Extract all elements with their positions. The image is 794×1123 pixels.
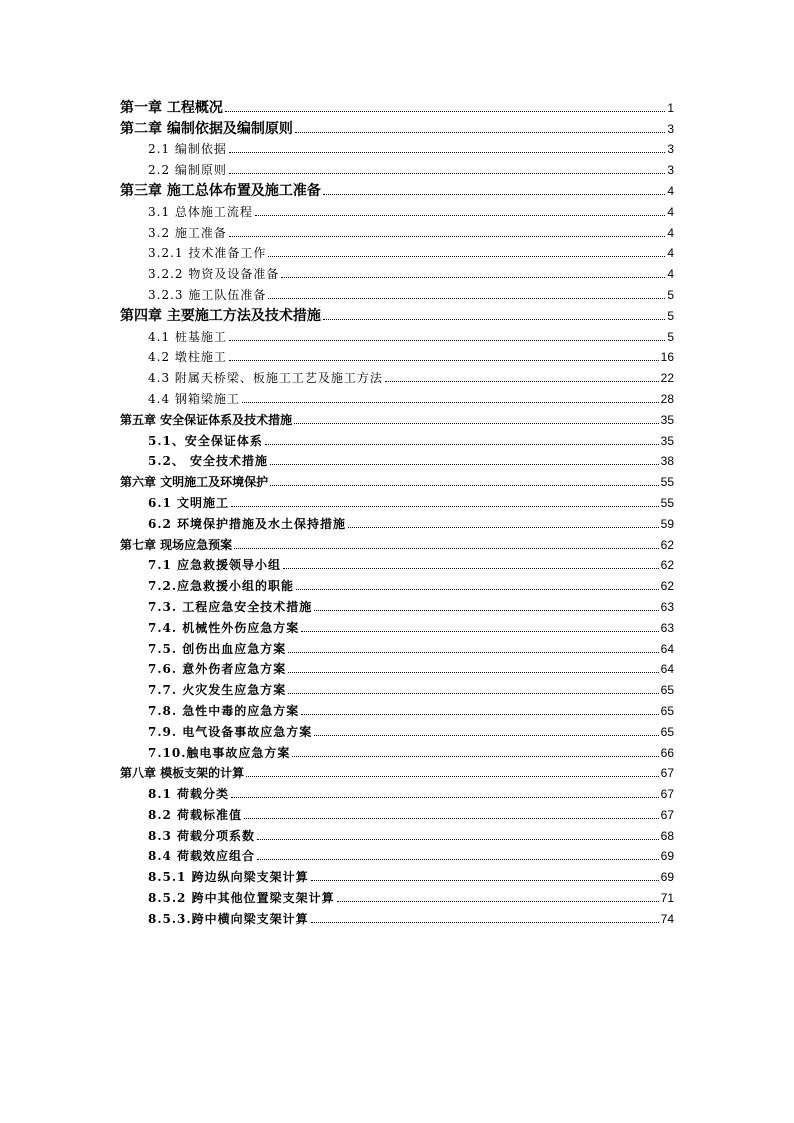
toc-entry[interactable] — [120, 699, 674, 720]
toc-entry-title: 第六章 文明施工及环境保护 — [120, 475, 269, 490]
toc-entry-page-number: 35 — [660, 433, 674, 448]
toc-entry-title: 4.2 墩柱施工 — [148, 350, 227, 365]
toc-entry-page-number: 55 — [660, 495, 674, 510]
toc-entry-page-number: 3 — [667, 142, 674, 157]
toc-entry-page-number: 68 — [660, 828, 674, 843]
toc-entry[interactable] — [120, 658, 674, 679]
toc-entry[interactable] — [120, 158, 674, 179]
toc-entry-title: 4.4 钢箱梁施工 — [148, 391, 240, 406]
toc-entry[interactable] — [120, 429, 674, 450]
toc-entry[interactable] — [120, 637, 674, 658]
toc-entry-page-number: 65 — [660, 703, 674, 718]
toc-entry[interactable] — [120, 242, 674, 263]
toc-entry-title: 3.2.3 施工队伍准备 — [148, 287, 267, 302]
toc-entry-page-number: 35 — [660, 412, 674, 427]
toc-entry[interactable] — [120, 824, 674, 845]
toc-entry-title: 第四章 主要施工方法及技术措施 — [120, 307, 321, 324]
toc-entry-page-number: 71 — [660, 891, 674, 906]
toc-entry-page-number: 62 — [660, 558, 674, 573]
toc-entry-title: 7.5. 创伤出血应急方案 — [148, 641, 287, 656]
toc-entry-title: 第七章 现场应急预案 — [120, 537, 233, 552]
toc-entry[interactable] — [120, 574, 674, 595]
toc-dot-leader — [246, 776, 658, 777]
toc-dot-leader — [301, 714, 658, 715]
toc-entry-title: 8.3 荷载分项系数 — [148, 828, 256, 843]
toc-dot-leader — [229, 340, 665, 341]
toc-entry[interactable] — [120, 262, 674, 283]
toc-entry-page-number: 5 — [667, 308, 674, 323]
toc-entry-page-number: 16 — [660, 350, 674, 365]
toc-entry-page-number: 63 — [660, 620, 674, 635]
toc-dot-leader — [257, 839, 659, 840]
toc-entry-page-number: 65 — [660, 683, 674, 698]
toc-entry-page-number: 4 — [667, 267, 674, 282]
toc-entry[interactable] — [120, 886, 674, 907]
toc-dot-leader — [385, 381, 659, 382]
toc-entry-page-number: 69 — [660, 870, 674, 885]
toc-entry[interactable] — [120, 221, 674, 242]
toc-entry[interactable] — [120, 304, 674, 325]
toc-dot-leader — [288, 672, 658, 673]
toc-entry-title: 第一章 工程概况 — [120, 99, 223, 116]
toc-entry-title: 7.8. 急性中毒的应急方案 — [148, 703, 300, 718]
toc-dot-leader — [265, 444, 659, 445]
toc-entry[interactable] — [120, 387, 674, 408]
toc-entry[interactable] — [120, 782, 674, 803]
toc-entry[interactable] — [120, 96, 674, 117]
toc-entry-title: 3.2.2 物资及设备准备 — [148, 267, 280, 282]
toc-dot-leader — [244, 818, 659, 819]
toc-entry-page-number: 74 — [660, 911, 674, 926]
toc-dot-leader — [270, 485, 658, 486]
toc-entry-title: 8.5.2 跨中其他位置梁支架计算 — [148, 891, 335, 906]
toc-entry[interactable] — [120, 554, 674, 575]
toc-dot-leader — [296, 589, 659, 590]
toc-dot-leader — [314, 735, 658, 736]
toc-entry-title: 7.1 应急救援领导小组 — [148, 558, 282, 573]
toc-dot-leader — [231, 797, 659, 798]
toc-entry-page-number: 38 — [660, 454, 674, 469]
toc-entry-page-number: 64 — [660, 641, 674, 656]
toc-entry-page-number: 1 — [667, 100, 674, 115]
toc-entry-title: 5.2、 安全技术措施 — [148, 454, 269, 469]
toc-entry[interactable] — [120, 678, 674, 699]
toc-entry-title: 7.6. 意外伤者应急方案 — [148, 662, 287, 677]
toc-entry[interactable] — [120, 346, 674, 367]
toc-entry[interactable] — [120, 741, 674, 762]
table-of-contents — [120, 96, 674, 928]
toc-entry-page-number: 5 — [667, 329, 674, 344]
toc-entry-title: 4.1 桩基施工 — [148, 329, 227, 344]
toc-entry[interactable] — [120, 762, 674, 783]
toc-entry-title: 2.1 编制依据 — [148, 142, 227, 157]
toc-dot-leader — [229, 236, 665, 237]
toc-entry-page-number: 67 — [660, 766, 674, 781]
toc-entry-page-number: 3 — [667, 121, 674, 136]
toc-entry-page-number: 3 — [667, 163, 674, 178]
toc-entry-title: 6.1 文明施工 — [148, 495, 230, 510]
toc-entry[interactable] — [120, 845, 674, 866]
toc-dot-leader — [225, 111, 665, 112]
toc-entry[interactable] — [120, 138, 674, 159]
toc-entry-page-number: 65 — [660, 724, 674, 739]
toc-entry-title: 第八章 模板支架的计算 — [120, 766, 245, 781]
toc-entry-title: 3.1 总体施工流程 — [148, 204, 253, 219]
toc-entry-title: 8.2 荷载标准值 — [148, 807, 243, 822]
toc-entry-title: 8.5.1 跨边纵向梁支架计算 — [148, 870, 309, 885]
toc-entry-title: 2.2 编制原则 — [148, 163, 227, 178]
toc-dot-leader — [314, 610, 658, 611]
toc-dot-leader — [288, 652, 658, 653]
toc-dot-leader — [294, 423, 658, 424]
toc-entry-page-number: 4 — [667, 204, 674, 219]
toc-entry-page-number: 55 — [660, 475, 674, 490]
toc-dot-leader — [229, 152, 665, 153]
toc-entry-title: 7.4. 机械性外伤应急方案 — [148, 620, 300, 635]
toc-dot-leader — [268, 256, 665, 257]
toc-entry[interactable] — [120, 366, 674, 387]
toc-dot-leader — [229, 173, 665, 174]
toc-entry[interactable] — [120, 117, 674, 138]
toc-entry-title: 6.2 环境保护措施及水土保持措施 — [148, 516, 347, 531]
toc-entry[interactable] — [120, 408, 674, 429]
toc-dot-leader — [231, 506, 659, 507]
toc-entry-page-number: 62 — [660, 537, 674, 552]
toc-dot-leader — [268, 298, 665, 299]
toc-entry-page-number: 66 — [660, 745, 674, 760]
toc-entry-title: 3.2 施工准备 — [148, 225, 227, 240]
toc-entry-page-number: 63 — [660, 599, 674, 614]
toc-dot-leader — [348, 527, 659, 528]
toc-entry-title: 第三章 施工总体布置及施工准备 — [120, 182, 321, 199]
toc-dot-leader — [255, 215, 665, 216]
toc-entry[interactable] — [120, 470, 674, 491]
toc-entry-page-number: 5 — [667, 287, 674, 302]
toc-entry-page-number: 22 — [660, 371, 674, 386]
toc-entry[interactable] — [120, 491, 674, 512]
toc-dot-leader — [292, 756, 658, 757]
toc-dot-leader — [234, 548, 658, 549]
toc-entry[interactable] — [120, 450, 674, 471]
toc-dot-leader — [229, 360, 659, 361]
toc-entry-title: 7.2.应急救援小组的职能 — [148, 579, 295, 594]
toc-entry-title: 8.4 荷载效应组合 — [148, 849, 256, 864]
toc-entry[interactable] — [120, 200, 674, 221]
toc-entry-title: 7.9. 电气设备事故应急方案 — [148, 724, 313, 739]
toc-entry-title: 7.3. 工程应急安全技术措施 — [148, 599, 313, 614]
toc-dot-leader — [301, 631, 658, 632]
toc-entry-page-number: 4 — [667, 183, 674, 198]
toc-entry-title: 7.7. 火灾发生应急方案 — [148, 683, 287, 698]
toc-dot-leader — [270, 464, 659, 465]
toc-entry-title: 7.10.触电事故应急方案 — [148, 745, 291, 760]
toc-entry[interactable] — [120, 533, 674, 554]
toc-entry[interactable] — [120, 595, 674, 616]
toc-dot-leader — [295, 132, 665, 133]
toc-dot-leader — [311, 922, 659, 923]
toc-entry[interactable] — [120, 616, 674, 637]
toc-entry-page-number: 59 — [660, 516, 674, 531]
toc-entry-title: 8.1 荷载分类 — [148, 787, 230, 802]
toc-entry-title: 第二章 编制依据及编制原则 — [120, 120, 293, 137]
toc-dot-leader — [323, 194, 665, 195]
toc-entry[interactable] — [120, 325, 674, 346]
toc-entry-page-number: 67 — [660, 807, 674, 822]
toc-dot-leader — [288, 693, 658, 694]
toc-entry-title: 第五章 安全保证体系及技术措施 — [120, 412, 293, 427]
toc-entry-page-number: 28 — [660, 391, 674, 406]
toc-entry[interactable] — [120, 179, 674, 200]
toc-entry-title: 5.1、安全保证体系 — [148, 433, 263, 448]
toc-entry-page-number: 4 — [667, 225, 674, 240]
toc-dot-leader — [281, 277, 665, 278]
toc-dot-leader — [337, 901, 659, 902]
toc-entry-page-number: 67 — [660, 787, 674, 802]
toc-entry-page-number: 4 — [667, 246, 674, 261]
toc-entry[interactable] — [120, 512, 674, 533]
toc-dot-leader — [323, 319, 665, 320]
toc-entry-title: 3.2.1 技术准备工作 — [148, 246, 267, 261]
toc-entry[interactable] — [120, 803, 674, 824]
toc-entry[interactable] — [120, 865, 674, 886]
toc-entry[interactable] — [120, 720, 674, 741]
toc-entry[interactable] — [120, 907, 674, 928]
toc-entry-page-number: 62 — [660, 579, 674, 594]
toc-entry[interactable] — [120, 283, 674, 304]
toc-dot-leader — [283, 568, 659, 569]
toc-entry-page-number: 64 — [660, 662, 674, 677]
toc-dot-leader — [311, 880, 659, 881]
toc-dot-leader — [242, 402, 659, 403]
toc-entry-title: 4.3 附属天桥梁、板施工工艺及施工方法 — [148, 371, 383, 386]
toc-entry-page-number: 69 — [660, 849, 674, 864]
toc-entry-title: 8.5.3.跨中横向梁支架计算 — [148, 911, 309, 926]
toc-dot-leader — [257, 859, 659, 860]
